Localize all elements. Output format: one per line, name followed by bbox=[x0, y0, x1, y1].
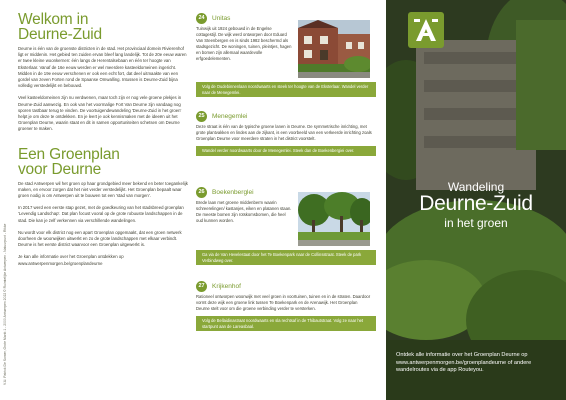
intro-paragraph-2: Veel kasteeldomeinen zijn nu verdwenen, maar toch zijn er nog vele groene plekjes in Deurne-Zuid aanwezig. En ook van het voormalige Fort Van Deurne zijn vandaag nog sporen tastbaar terug te vinden. De voortuigendewandeling 'Deurne-Zuid in het groen' helpt je om deze te ontdekken. En je leert je ook kennismaken met de ideeën uit het Groenplan Deurne, waarin staat en dit in samen opportuniteiten schetsen om Deurne groener te maken. bbox=[18, 95, 182, 132]
stop-krijkenhof bbox=[196, 280, 376, 360]
cover-title-line2: Deurne-Zuid bbox=[419, 192, 533, 215]
stop-title: Menegemlei bbox=[212, 112, 248, 120]
welcome-heading-line1: Welkom in bbox=[18, 11, 89, 28]
boekenberglei-trees-photo bbox=[298, 192, 370, 246]
stop-title: Boekenberglei bbox=[212, 188, 254, 196]
stop-number-badge: 26 bbox=[196, 187, 207, 198]
publisher-credit: V.U. Patrick De Somer, Grote Markt 1 - 2000 Antwerpen 2022 © Ruimtelijke Antwerpen - Natuurpunt - Rikke bbox=[3, 223, 7, 385]
groenplan-heading-line1: Een Groenplan bbox=[18, 145, 120, 163]
stop-boekenberglei bbox=[196, 186, 376, 272]
stop-description: Tuinwijk uit 1924 gebouwd in de Engelse cottagestijl. De wijk werd ontworpen door Eduard Van Steenbergen en is sinds 1982 beschermd als stadsgezicht. De woningen, tuinen, pleintjes, hagen en bomen zijn allemaal waardevolle erfgoedelementen. bbox=[196, 26, 292, 61]
intro-paragraph-1: Deurne is één van de groenste districten in de stad. Het provinciaal domein Rivierenhof ligt er middenin. Het gebied ten zuiden ervan bleef lang landelijk. Tot de 20e eeuw waren er twee kleine woonkernen: één langs de Herentalsebaan en één ter hoogte van Eksterlaar. Vanaf de 16e eeuw werden er wel meerdere kasteeldomeinen ingericht. Midden in de 19e eeuw verschenen er ook een echt fort, dat deel uitmaakte van een gordel van zeven Forten rond de Spaanse Omwalling. Intussen is Deurne-Zuid bijna volledig verstedelijkt en bebouwd. bbox=[18, 46, 187, 89]
stop-menegemlei bbox=[196, 110, 376, 182]
antwerp-a-icon bbox=[412, 16, 440, 44]
stops-column bbox=[196, 12, 376, 360]
route-instruction: Volg de Oudebinnenlaan noordwaarts en steek ter hoogte van de Eksterlaar. Wandel verder naar de Menegemlei. bbox=[196, 82, 376, 97]
stop-number-badge: 27 bbox=[196, 281, 207, 292]
stop-number-badge: 25 bbox=[196, 111, 207, 122]
groenplan-heading bbox=[18, 147, 188, 177]
groenplan-paragraph-2: In 2017 werd een eerste stap gezet, met de goedkeuring van het stadsbreed groenplan 'Levendig Landschap'. Dat plan focust vooral op de grote robuuste landschappen in de stad. Die kan je zelf verkennen via verschillende wandelingen. bbox=[18, 205, 184, 223]
stop-title: Krijkenhof bbox=[212, 282, 241, 290]
stop-description: Rationeel ontworpen woonwijk met veel groen in voortuinen, tuinen en in de straten. Daardoor vormt deze wijk een groene link tussen Te Boekenpark en de Arenawijk. Het Groenplan Deurne stelt voor om die groene verbinding verder te versterken. bbox=[196, 294, 371, 311]
route-instruction: Ga via de Van Hevelestaat door het Te Boekenpark naar de Collinsstraat. Steek de park Verbindweg over. bbox=[196, 250, 376, 265]
route-instruction: Volg de Bellaidinastraat noordwaarts en sla rechtsaf in de Thibautstraat. Volg ze naar het startpunt aan de Lareasbaal. bbox=[196, 316, 376, 331]
cover-title-line3: in het groen bbox=[444, 216, 508, 230]
stop-description: Brede laan met groene middenberm waarin schreerelingen/ kastanjes, eiken en platanen staan. De meeste bomen zijn rotskomsbomen, die heel oud kunnen worden. bbox=[196, 200, 292, 223]
groenplan-heading-line2: voor Deurne bbox=[18, 160, 102, 178]
unitas-houses-photo bbox=[298, 20, 370, 78]
welcome-heading-line2: Deurne-Zuid bbox=[18, 26, 102, 43]
cover-footer-info: Ontdek alle informatie over het Groenplan Deurne op www.antwerpenmorgen.be/groenplandeurne of andere wandelroutes via de app Routeyou. bbox=[396, 352, 532, 374]
cover-title-line1: Wandeling bbox=[447, 180, 505, 194]
stop-description: Deze straat is één van de typische groene lanen in Deurne. De symmetrische inrichting, met grote plantvakken en lindes aan de zijkant, is een voorbeeld van een verkeerde inrichting zoals Groenplan Deurne voor meerdere straten in het district voorstelt. bbox=[196, 124, 372, 141]
stop-number-badge: 24 bbox=[196, 13, 207, 24]
groenplan-paragraph-4: Je kan alle informatie over het Groenplan ontdekken op www.antwerpenmorgen.be/groenplandeurne bbox=[18, 254, 124, 266]
cover-panel bbox=[386, 0, 566, 400]
groenplan-paragraph-1: De stad Antwerpen wil het groen op haar grondgebied meer bekend en beter toegankelijk maken, en ervoor zorgen dat het niet verder verstedelijkt. Het Groenplan bepaalt waar groen nodig is om Antwerpen uit te bouwen tot een 'stad van morgen'. bbox=[18, 180, 188, 199]
stop-title: Unitas bbox=[212, 14, 231, 22]
groenplan-paragraph-3: Nu wordt voor elk district nog een apart Groenplan opgemaakt, dat een groen netwerk doorheen de woonwijken uitwerkt en zo de grote landschappen met elkaar verbindt. Deurne is het eerste district waarvoor een Groenplan uitgewerkt is. bbox=[18, 229, 182, 248]
intro-column bbox=[18, 12, 188, 267]
antwerp-logo bbox=[408, 12, 444, 48]
route-instruction: Wandel verder noordwaarts door de Menegemlei. Steek dan de Boekenbergiei over. bbox=[196, 146, 376, 156]
stop-unitas bbox=[196, 12, 376, 106]
welcome-heading bbox=[18, 12, 188, 42]
